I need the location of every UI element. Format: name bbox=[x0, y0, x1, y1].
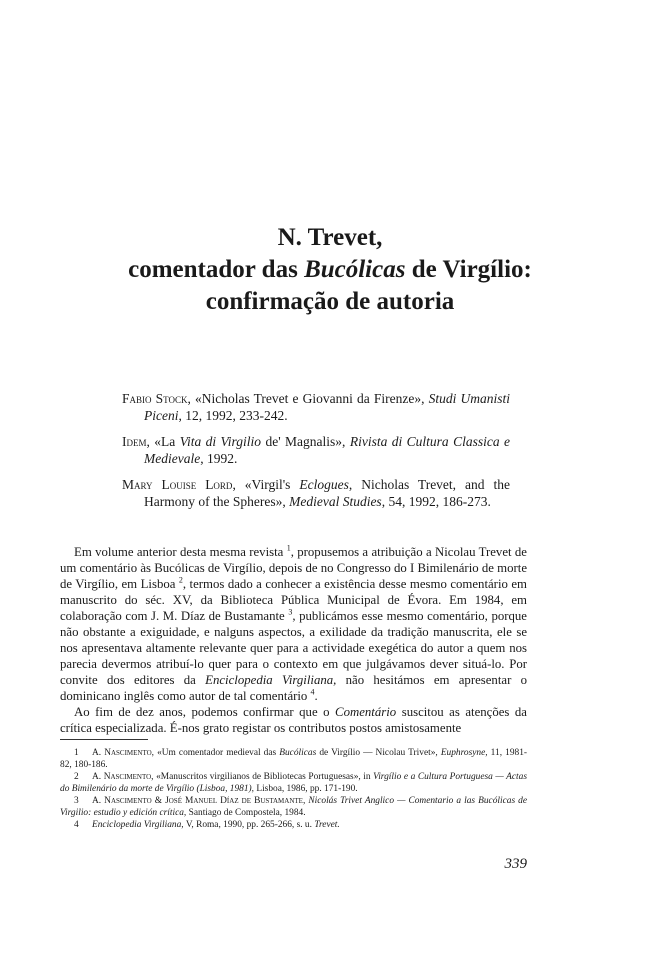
reference-item: Idem, «La Vita di Virgilio de' Magnalis», Rivista di Cultura Classica e Medievale, 1992. bbox=[122, 434, 510, 466]
footnote: 4 Enciclopedia Virgiliana, V, Roma, 1990, pp. 265-266, s. u. Trevet. bbox=[74, 820, 340, 830]
paragraph: Ao fim de dez anos, podemos confirmar que o Comentário suscitou as atenções da crítica especializada. É-nos grato registar os contributos postos amistosamente bbox=[60, 705, 527, 735]
title-line-3: confirmação de autoria bbox=[205, 288, 455, 315]
footnotes bbox=[60, 747, 527, 831]
footnote: 1 A. Nascimento, «Um comentador medieval das Bucólicas de Virgílio — Nicolau Trivet», Euphrosyne, 11, 1981-82, 180-186. bbox=[60, 748, 528, 770]
paragraph: Em volume anterior desta mesma revista $^1$, propusemos a atribuição a Nicolau Trevet de um comentário às Bucólicas de Virgílio, depois de no Congresso do I Bimilenário de morte de Virgílio, em Lisboa $^2$, termos dado a conhecer a existência desse mesmo comentário em manuscrito do séc. XV, da Biblioteca Pública Municipal de Évora. Em 1984, em colaboração com J. M. Díaz de Bustamante $^3$, publicámos esse mesmo comentário, porque não obstante a exiguidade, e nalguns aspectos, a exilidade da tradição manuscrita, ele se nos apresentava altamente relevante quer para a actividade exegética do autor a quem nos parecia devermos atribuí-lo quer para o contexto em que julgávamos dever situá-lo. Por convite dos editores da Enciclopedia Virgiliana, não hesitámos em apresentar o dominicano inglês como autor de tal comentário $^4$. bbox=[60, 543, 528, 703]
reference-list bbox=[122, 390, 510, 519]
article-title bbox=[60, 222, 600, 318]
reference-item: Mary Louise Lord, «Virgil's Eclogues, Nicholas Trevet, and the Harmony of the Spheres», Medieval Studies, 54, 1992, 186-273. bbox=[122, 477, 510, 509]
title-line-2: comentador das Bucólicas de Virgílio: bbox=[128, 256, 532, 283]
footnote-ref: 3 bbox=[288, 607, 293, 617]
footnote-ref: 2 bbox=[178, 575, 183, 585]
footnote-ref: 1 bbox=[286, 543, 291, 553]
footnote: 3 A. Nascimento & José Manuel Díaz de Bustamante, Nicolás Trivet Anglico — Comentario a las Bucólicas de Virgilio: estudio y edición crítica, Santiago de Compostela, 1984. bbox=[60, 796, 528, 818]
footnote-ref: 4 bbox=[310, 687, 315, 697]
title-line-1: N. Trevet, bbox=[277, 224, 383, 251]
body-text bbox=[60, 544, 527, 736]
footnote: 2 A. Nascimento, «Manuscritos virgilianos de Bibliotecas Portuguesas», in Virgílio e a Cultura Portuguesa — Actas do Bimilenário da morte de Virgílio (Lisboa, 1981), Lisboa, 1986, pp. 171-190. bbox=[60, 772, 527, 794]
footnote-separator bbox=[60, 739, 148, 740]
reference-item: Fabio Stock, «Nicholas Trevet e Giovanni da Firenze», Studi Umanisti Piceni, 12, 1992, 233-242. bbox=[122, 391, 510, 423]
page-number: 339 bbox=[504, 856, 527, 872]
